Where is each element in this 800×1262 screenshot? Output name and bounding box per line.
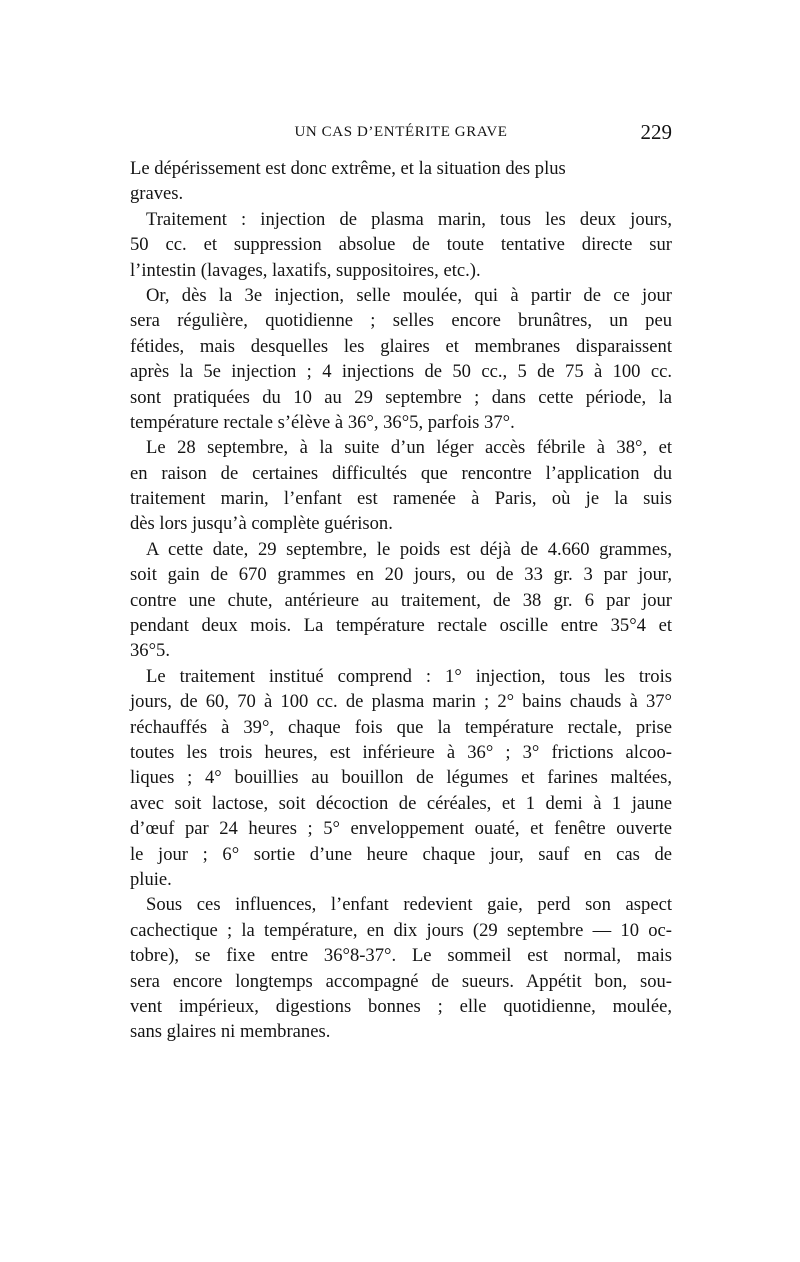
text-line: avec soit lactose, soit décoction de céréales, et 1 demi à 1 jaune <box>130 792 672 814</box>
text-line: jours, de 60, 70 à 100 cc. de plasma marin ; 2° bains chauds à 37° <box>130 691 672 713</box>
text-line: Le traitement institué comprend : 1° injection, tous les trois <box>146 665 672 687</box>
text-line: Or, dès la 3e injection, selle moulée, qui à partir de ce jour <box>146 284 672 306</box>
running-title: UN CAS D’ENTÉRITE GRAVE <box>294 124 508 140</box>
text-line: sans glaires ni membranes. <box>130 1021 331 1043</box>
text-line: 50 cc. et suppression absolue de toute tentative directe sur <box>130 234 672 256</box>
text-line: traitement marin, l’enfant est ramenée à Paris, où je la suis <box>130 488 672 510</box>
text-line: le jour ; 6° sortie d’une heure chaque jour, sauf en cas de <box>130 843 672 865</box>
text-line: après la 5e injection ; 4 injections de 50 cc., 5 de 75 à 100 cc. <box>130 361 672 383</box>
body-text <box>130 156 672 1045</box>
text-line: pendant deux mois. La température rectale oscille entre 35°4 et <box>130 615 672 637</box>
text-line: l’intestin (lavages, laxatifs, suppositoires, etc.). <box>130 259 481 281</box>
text-line: Le 28 septembre, à la suite d’un léger accès fébrile à 38°, et <box>146 437 672 459</box>
text-line: réchauffés à 39°, chaque fois que la température rectale, prise <box>130 716 672 738</box>
text-line: soit gain de 670 grammes en 20 jours, ou de 33 gr. 3 par jour, <box>130 564 672 586</box>
page-number: 229 <box>640 120 672 144</box>
text-line: toutes les trois heures, est inférieure à 36° ; 3° frictions alcoo- <box>130 741 672 763</box>
text-line: dès lors jusqu’à complète guérison. <box>130 513 393 535</box>
text-line: température rectale s’élève à 36°, 36°5, parfois 37°. <box>130 411 515 433</box>
text-line: vent impérieux, digestions bonnes ; elle quotidienne, moulée, <box>130 995 672 1017</box>
text-line: liques ; 4° bouillies au bouillon de légumes et farines maltées, <box>130 767 672 789</box>
text-line: d’œuf par 24 heures ; 5° enveloppement ouaté, et fenêtre ouverte <box>130 818 672 840</box>
text-line: contre une chute, antérieure au traitement, de 38 gr. 6 par jour <box>130 589 672 611</box>
text-line: Traitement : injection de plasma marin, tous les deux jours, <box>146 208 672 230</box>
text-line: sera encore longtemps accompagné de sueurs. Appétit bon, sou- <box>130 970 672 992</box>
text-line: cachectique ; la température, en dix jours (29 septembre — 10 oc- <box>130 919 672 941</box>
text-line: A cette date, 29 septembre, le poids est déjà de 4.660 grammes, <box>146 538 672 560</box>
text-line: sera régulière, quotidienne ; selles encore brunâtres, un peu <box>130 310 672 332</box>
text-line: fétides, mais desquelles les glaires et membranes disparaissent <box>130 335 672 357</box>
running-head <box>130 120 672 146</box>
text-line: tobre), se fixe entre 36°8-37°. Le sommeil est normal, mais <box>130 945 672 967</box>
text-line: pluie. <box>130 868 172 890</box>
text-line: Le dépérissement est donc extrême, et la situation des plus <box>130 158 566 179</box>
text-line: graves. <box>130 183 184 205</box>
text-line: sont pratiquées du 10 au 29 septembre ; dans cette période, la <box>130 386 672 408</box>
text-line: 36°5. <box>130 640 170 662</box>
text-line: Sous ces influences, l’enfant redevient gaie, perd son aspect <box>146 894 672 916</box>
text-line: en raison de certaines difficultés que rencontre l’application du <box>130 462 672 484</box>
